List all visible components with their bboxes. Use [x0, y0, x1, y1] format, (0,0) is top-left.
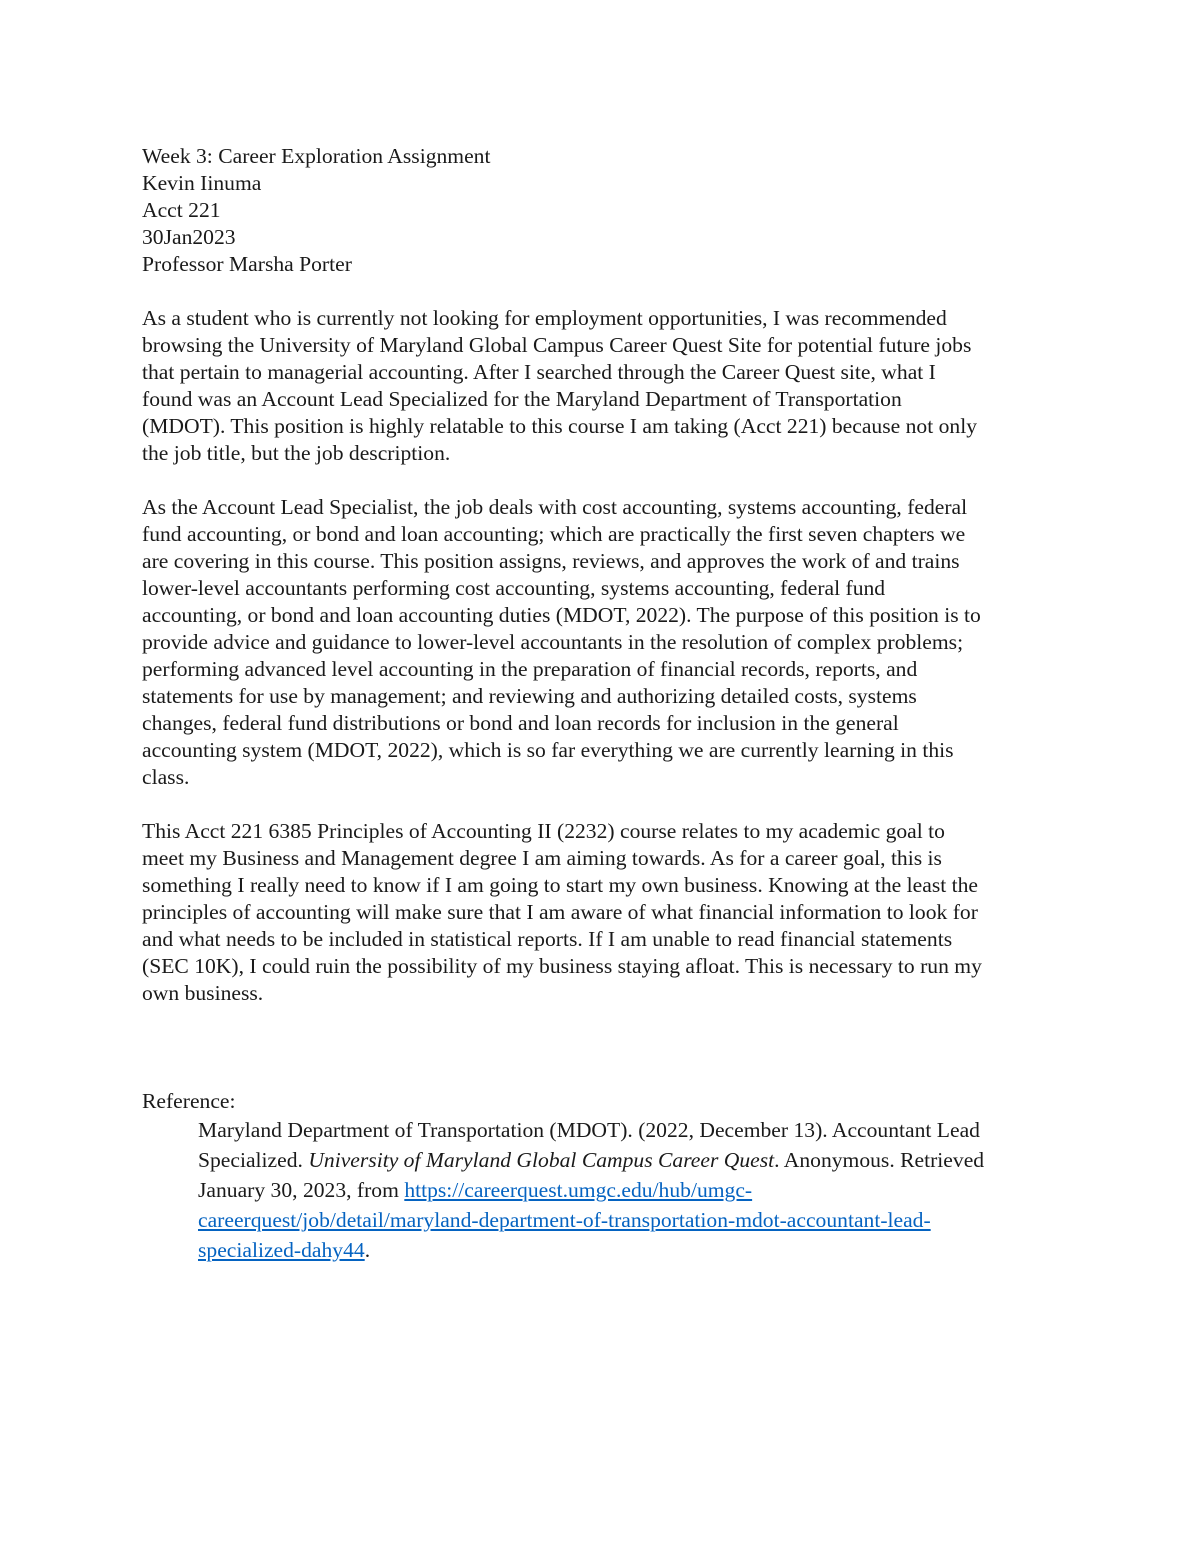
paragraph-line: fund accounting, or bond and loan accounting; which are practically the first seven chapters we — [142, 522, 966, 546]
paragraph-line: principles of accounting will make sure that I am aware of what financial information to look for — [142, 900, 978, 924]
professor-name: Professor Marsha Porter — [142, 252, 352, 276]
spacer — [142, 278, 1067, 305]
reference-text: January 30, 2023, from — [198, 1178, 405, 1202]
course-code: Acct 221 — [142, 198, 221, 222]
assignment-title: Week 3: Career Exploration Assignment — [142, 144, 491, 168]
paragraph-line: something I really need to know if I am going to start my own business. Knowing at the least the — [142, 873, 979, 897]
paragraph-line: provide advice and guidance to lower-level accountants in the resolution of complex problems; — [142, 630, 964, 654]
reference-url-link[interactable]: careerquest/job/detail/maryland-department-of-transportation-mdot-accountant-lead- — [198, 1208, 931, 1232]
reference-line — [198, 1235, 1067, 1265]
spacer — [142, 791, 1067, 818]
paragraph-line: performing advanced level accounting in the preparation of financial records, reports, and — [142, 657, 918, 681]
paragraph-line: As the Account Lead Specialist, the job deals with cost accounting, systems accounting, federal — [142, 495, 968, 519]
paragraph-line: lower-level accountants performing cost accounting, systems accounting, federal fund — [142, 576, 886, 600]
paragraph-line: changes, federal fund distributions or bond and loan records for inclusion in the general — [142, 711, 899, 735]
reference-line: Maryland Department of Transportation (MDOT). (2022, December 13). Accountant Lead — [198, 1118, 980, 1142]
paragraph-line: own business. — [142, 981, 264, 1005]
paragraph-1 — [142, 305, 1067, 467]
header-block — [142, 143, 1067, 278]
paragraph-line: (SEC 10K), I could ruin the possibility of my business staying afloat. This is necessary to run my — [142, 954, 982, 978]
paragraph-line: meet my Business and Management degree I am aiming towards. As for a career goal, this is — [142, 846, 942, 870]
paragraph-line: (MDOT). This position is highly relatable to this course I am taking (Acct 221) because not only — [142, 414, 977, 438]
reference-entry — [198, 1115, 1067, 1265]
reference-line — [198, 1205, 1067, 1235]
submission-date: 30Jan2023 — [142, 225, 236, 249]
reference-text: . Anonymous. Retrieved — [774, 1148, 985, 1172]
reference-line — [198, 1175, 1067, 1205]
paragraph-line: and what needs to be included in statistical reports. If I am unable to read financial statements — [142, 927, 953, 951]
paragraph-line: accounting system (MDOT, 2022), which is so far everything we are currently learning in this — [142, 738, 954, 762]
document-body — [142, 143, 1067, 1265]
reference-url-link[interactable]: https://careerquest.umgc.edu/hub/umgc- — [404, 1178, 753, 1202]
paragraph-line: are covering in this course. This position assigns, reviews, and approves the work of and trains — [142, 549, 960, 573]
paragraph-line: This Acct 221 6385 Principles of Accounting II (2232) course relates to my academic goal to — [142, 819, 945, 843]
paragraph-line: the job title, but the job description. — [142, 441, 451, 465]
paragraph-line: found was an Account Lead Specialized for the Maryland Department of Transportation — [142, 387, 902, 411]
paragraph-line: class. — [142, 765, 190, 789]
paragraph-2 — [142, 494, 1067, 791]
reference-heading: Reference: — [142, 1089, 236, 1113]
paragraph-line: that pertain to managerial accounting. After I searched through the Career Quest site, what I — [142, 360, 936, 384]
reference-section — [142, 1088, 1067, 1265]
spacer — [142, 467, 1067, 494]
reference-period: . — [364, 1238, 371, 1262]
author-name: Kevin Iinuma — [142, 171, 262, 195]
reference-url-link[interactable]: specialized-dahy44 — [198, 1238, 365, 1262]
paragraph-line: accounting, or bond and loan accounting duties (MDOT, 2022). The purpose of this position is to — [142, 603, 981, 627]
reference-line — [198, 1145, 1067, 1175]
spacer — [142, 1007, 1067, 1088]
paragraph-3 — [142, 818, 1067, 1007]
reference-text: Specialized. — [198, 1148, 309, 1172]
paragraph-line: browsing the University of Maryland Global Campus Career Quest Site for potential future jobs — [142, 333, 972, 357]
reference-source-title: University of Maryland Global Campus Career Quest — [308, 1148, 775, 1172]
paragraph-line: statements for use by management; and reviewing and authorizing detailed costs, systems — [142, 684, 917, 708]
paragraph-line: As a student who is currently not looking for employment opportunities, I was recommended — [142, 306, 947, 330]
